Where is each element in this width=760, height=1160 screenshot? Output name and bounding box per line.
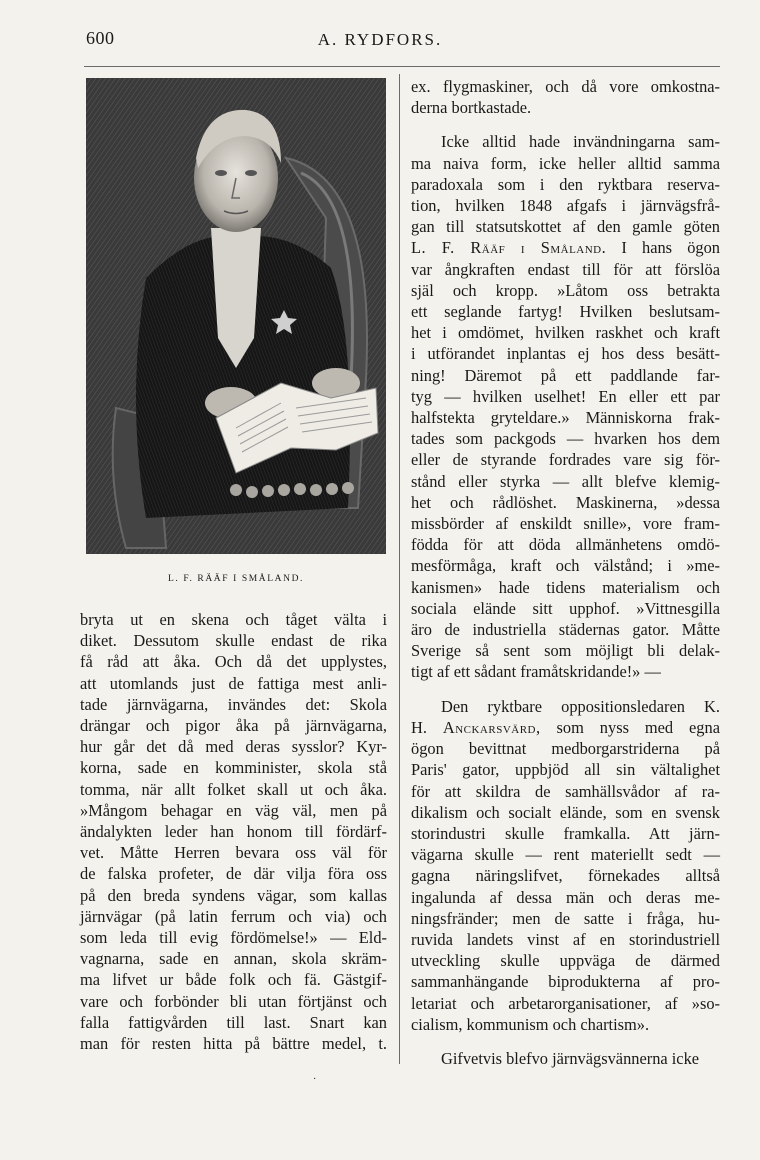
text-line: tomma, när allt folket skall ut och åka. — [80, 779, 387, 799]
text-line: tade järnvägarna, invändes det: Skola — [80, 694, 387, 714]
running-head: A. RYDFORS. — [317, 30, 443, 49]
print-speck: · — [313, 1074, 317, 1085]
text-line: ning! Däremot på ett paddlande far- — [411, 365, 720, 385]
text-line: få råd att åka. Och då det upplystes, — [80, 652, 387, 672]
text-line: tades som packgods — hvarken hos dem — [411, 429, 720, 449]
portrait-engraving — [86, 78, 386, 554]
text-line: äro de industriella städernas gator. Måtte — [411, 620, 720, 640]
text-line: het och rådlöshet. Maskinerna, »dessa — [411, 492, 720, 512]
text-line: drängar och pigor åka på järnvägarna, — [80, 716, 387, 736]
text-line: eller de styrande fordrades vare sig för- — [411, 450, 720, 470]
text-line: sociala elände sitt upphof. »Vittnesgilla — [411, 598, 720, 618]
text-line: järnvägar (på latin ferrum och via) och — [80, 906, 387, 926]
text-line: ex. flygmaskiner, och då vore omkostna- — [411, 77, 720, 96]
figure-caption: L. F. RÄÄF I SMÅLAND. — [167, 574, 305, 584]
paragraph-first-line: Den ryktbare oppositionsledaren K. — [441, 696, 720, 716]
person-name: Anckarsvärd, — [442, 717, 541, 737]
text-line: ningsfränder; men de satte i fråga, hu- — [411, 908, 720, 928]
text-line — [411, 717, 720, 738]
right-column — [411, 76, 720, 1069]
text-line: ruvida landets vinst af en storindustriell — [411, 929, 720, 949]
text-line: utveckling skulle uppväga de därmed — [411, 951, 720, 971]
text-line: derna bortkastade. — [411, 98, 532, 118]
paragraph-first-line: Gifvetvis blefvo järnvägsvännerna icke — [441, 1048, 700, 1068]
text-line: stånd eller styrka — allt blefve klemig- — [411, 471, 720, 491]
text-line: letariat och arbetarorganisationer, af »so- — [411, 993, 720, 1013]
text-line: Paris' gator, uppbjöd all sin vältalighet — [411, 760, 720, 780]
text-line: att utomlands just de fattiga mest anli- — [80, 673, 387, 693]
text-fragment: I hans ögon — [621, 238, 720, 258]
text-line: hur går det då med deras sysslor? Kyr- — [80, 737, 387, 757]
text-fragment: som nyss med egna — [556, 717, 720, 737]
text-line: födda för att döda allmänhetens omdö- — [411, 535, 720, 555]
text-line: tion, hvilken 1848 afgafs i järnvägsfrå- — [411, 196, 720, 216]
page-number: 600 — [86, 28, 115, 48]
text-line: korna, sade en komminister, skola stå — [80, 758, 387, 778]
text-line: man för resten hitta på bättre medel, t. — [80, 1034, 387, 1054]
text-line: de falska profeter, de där vilja föra oss — [80, 864, 387, 884]
text-line: diket. Dessutom skulle endast de rika — [80, 631, 387, 651]
text-line: mesförmåga, kraft och välstånd; i »me- — [411, 556, 720, 576]
text-line: på den breda syndens vägar, som kallas — [80, 885, 387, 905]
text-fragment: H. — [411, 717, 427, 737]
text-line: vare och forbönder bli utan förtjänst och — [80, 991, 387, 1011]
text-line: het i omdömet, hvilken raskhet och kraft — [411, 323, 720, 343]
paragraph-first-line: Icke alltid hade invändningarna sam- — [441, 132, 720, 152]
text-line: själ och kropp. »Låtom oss betrakta — [411, 280, 720, 300]
text-line: storindustri skulle framkalla. Att järn- — [411, 823, 720, 843]
text-line: falla fattigvården till last. Snart kan — [80, 1012, 387, 1032]
text-line: vet. Måtte Herren bevara oss väl för — [80, 843, 387, 863]
text-line: tigt af ett sådant framåtskridande!» — — [411, 662, 661, 682]
text-line: paradoxala som i den ryktbara reserva- — [411, 174, 720, 194]
text-line: halfstekta gryteldare.» Människorna frak- — [411, 408, 720, 428]
header-rule — [84, 66, 720, 67]
person-name: L. F. Rääf i Småland. — [411, 238, 607, 258]
text-line: som leda till evig fördömelse!» — Eld- — [80, 928, 387, 948]
text-line: gan till statsutskottet af den gamle göten — [411, 217, 720, 237]
text-line: var ångkraften endast till för att förslöa — [411, 259, 720, 279]
text-line: kanismen» hade tidens materialism och — [411, 577, 720, 597]
text-line: ingalunda af dessa män och deras me- — [411, 887, 720, 907]
text-line — [411, 237, 720, 258]
text-line: vägarna skulle — rent materiellt sedt — — [411, 845, 720, 865]
text-line: ma naiva form, icke heller alltid samma — [411, 153, 720, 173]
text-line: ändalykten leder han honom till fördärf- — [80, 822, 387, 842]
left-column — [80, 609, 387, 1054]
column-divider — [399, 74, 400, 1064]
text-line: Sverige så sent som möjligt bli delak- — [411, 641, 720, 661]
text-line: ögon bevittnat medborgarstriderna på — [411, 739, 720, 759]
text-line: dikalism och socialt elände, som en svensk — [411, 802, 720, 822]
text-line: ett seglande fartyg! Hvilken beslutsam- — [411, 302, 720, 322]
text-line: i utförandet inplantas ej hos dess besätt- — [411, 344, 720, 364]
text-line: »Mångom behagar en väg väl, men på — [80, 800, 387, 820]
text-line: gagna näringslifvet, förnekades alltså — [411, 866, 720, 886]
text-line: cialism, kommunism och chartism». — [411, 1014, 650, 1034]
text-line: vagnarna, sade en annan, skola skräm- — [80, 949, 387, 969]
text-line: missbörder af enskildt snille», vore fram- — [411, 514, 720, 534]
text-line: tyg — hvilken uselhet! En eller ett par — [411, 386, 720, 406]
text-line: bryta ut en skena och tåget välta i — [80, 610, 387, 629]
text-line: ma lifvet ur både folk och fä. Gästgif- — [80, 970, 387, 990]
text-line: sammanhängande biprodukterna af pro- — [411, 972, 720, 992]
text-line: för att skildra de samhällsvådor af ra- — [411, 781, 720, 801]
